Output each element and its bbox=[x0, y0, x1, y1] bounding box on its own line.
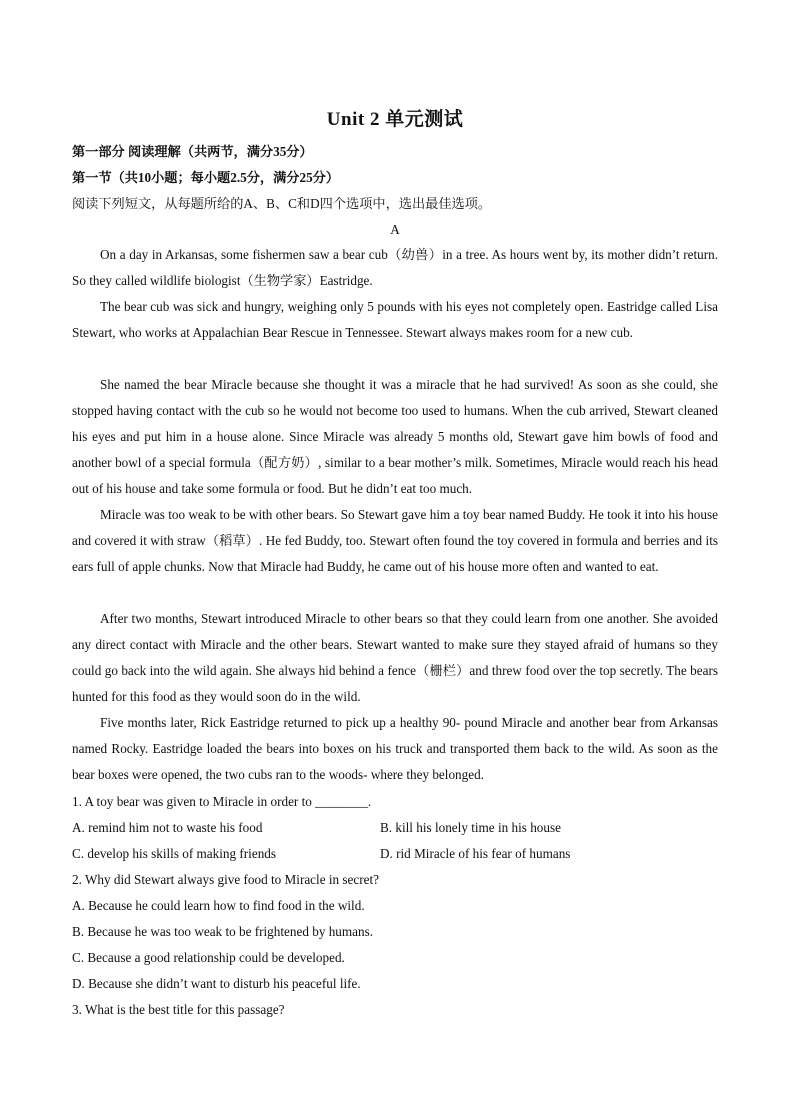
paragraph-2: The bear cub was sick and hungry, weighing only 5 pounds with his eyes not completely open. Eastridge called Lisa Stewart, who works at Appalachian Bear Rescue in Tennessee. Stewart always makes room for a new cub. bbox=[72, 299, 718, 340]
question-3-stem: 3. What is the best title for this passage? bbox=[72, 1002, 285, 1017]
paragraph-1: On a day in Arkansas, some fishermen saw a bear cub（幼兽）in a tree. As hours went by, its mother didn’t return. So they called wildlife biologist（生物学家）Eastridge. bbox=[72, 247, 718, 288]
paragraph-4: Miracle was too weak to be with other bears. So Stewart gave him a toy bear named Buddy. He took it into his house and covered it with straw（稻草）. He fed Buddy, too. Stewart often found the toy covered in formula and berries and its ears full of apple chunks. Now that Miracle had Buddy, he came out of his house more often and wanted to eat. bbox=[72, 507, 718, 574]
instruction-text: 阅读下列短文，从每题所给的A、B、C和D四个选项中，选出最佳选项。 bbox=[72, 196, 492, 211]
passage-label: A bbox=[390, 222, 400, 237]
part-heading: 第一部分 阅读理解（共两节，满分35分） bbox=[72, 144, 313, 159]
question-2-option-b: B. Because he was too weak to be frightened by humans. bbox=[72, 924, 374, 939]
paragraph-6: Five months later, Rick Eastridge returned to pick up a healthy 90- pound Miracle and another bear from Arkansas named Rocky. Eastridge loaded the bears into boxes on his truck and transported them back to the wild. As soon as the bear boxes were opened, the two cubs ran to the woods- where they belonged. bbox=[72, 715, 718, 782]
question-2-option-d: D. Because she didn’t want to disturb his peaceful life. bbox=[72, 976, 361, 991]
section-heading: 第一节（共10小题；每小题2.5分，满分25分） bbox=[72, 170, 340, 185]
question-1-option-b: B. kill his lonely time in his house bbox=[380, 820, 561, 835]
question-2-option-a: A. Because he could learn how to find food in the wild. bbox=[72, 898, 365, 913]
question-1-option-c: C. develop his skills of making friends bbox=[72, 846, 277, 861]
question-2-stem: 2. Why did Stewart always give food to Miracle in secret? bbox=[72, 872, 380, 887]
question-2-option-c: C. Because a good relationship could be developed. bbox=[72, 950, 345, 965]
paragraph-3: She named the bear Miracle because she thought it was a miracle that he had survived! As soon as she could, she stopped having contact with the cub so he would not become too used to humans. When the cub arrived, Stewart cleaned his eyes and put him in a house alone. Since Miracle was already 5 months old, Stewart gave him bowls of food and another bowl of a special formula（配方奶）, similar to a bear mother’s milk. Sometimes, Miracle would reach his head out of his house and take some formula or food. But he didn’t eat too much. bbox=[72, 377, 718, 496]
question-1-option-a: A. remind him not to waste his food bbox=[72, 820, 263, 835]
page-title: Unit 2 单元测试 bbox=[326, 109, 464, 130]
question-1-stem: 1. A toy bear was given to Miracle in order to ________. bbox=[72, 794, 372, 809]
question-1-option-d: D. rid Miracle of his fear of humans bbox=[380, 846, 571, 861]
paragraph-5: After two months, Stewart introduced Miracle to other bears so that they could learn from one another. She avoided any direct contact with Miracle and the other bears. Stewart wanted to make sure they stayed afraid of humans so they could go back into the wild again. She always hid behind a fence（栅栏）and threw food over the top secretly. The bears hunted for this food as they would soon do in the wild. bbox=[72, 611, 718, 704]
